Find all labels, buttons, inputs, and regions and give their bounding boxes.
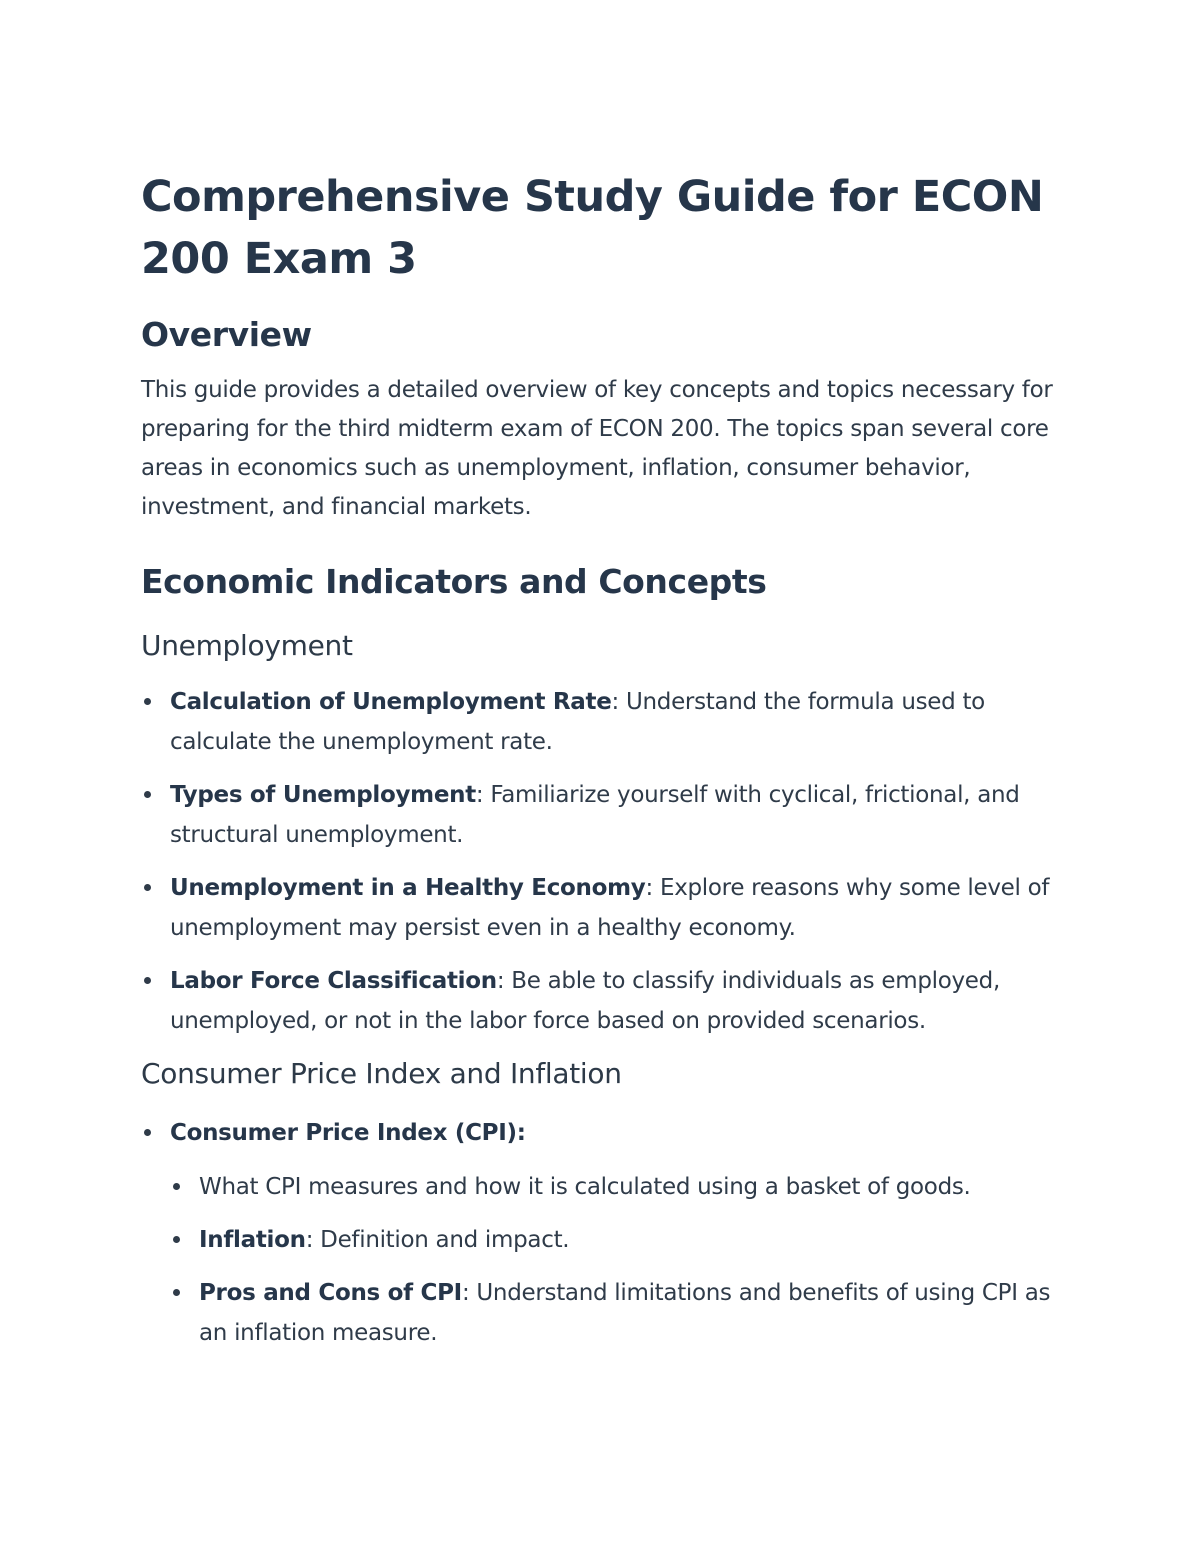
list-item — [141, 1113, 1071, 1353]
list-item-separator: : — [496, 968, 505, 994]
list-item — [141, 775, 1071, 855]
bullet-icon — [173, 1236, 180, 1243]
list-item-description: Be able to classify individuals as employed, unemployed, or not in the labor force based on provided scenarios. — [170, 968, 1000, 1034]
cpi-list — [141, 1113, 1071, 1353]
sublist-item-term: Inflation — [199, 1227, 306, 1253]
list-item-term: Consumer Price Index (CPI): — [170, 1120, 526, 1146]
list-item-separator: : — [611, 689, 619, 715]
sublist-item-separator: : — [305, 1227, 314, 1253]
cpi-inflation-heading: Consumer Price Index and Inflation — [141, 1057, 622, 1090]
list-item — [141, 868, 1071, 948]
sublist-item-description: Definition and impact. — [313, 1227, 570, 1253]
sublist-item-term: Pros and Cons of CPI — [199, 1280, 462, 1306]
list-item-term: Labor Force Classification — [170, 968, 497, 994]
overview-paragraph: This guide provides a detailed overview of key concepts and topics necessary for preparing for the third midterm exam of ECON 200. The topics span several core areas in economics such as unemployment, inflation, consumer behavior, investment, and financial markets. — [141, 377, 1053, 520]
unemployment-list — [141, 682, 1071, 1041]
sublist-item-text: What CPI measures and how it is calculated using a basket of goods. — [199, 1174, 971, 1200]
list-item — [141, 682, 1071, 762]
bullet-icon — [173, 1289, 180, 1296]
sublist-item — [170, 1273, 1071, 1353]
list-item — [141, 961, 1071, 1041]
list-item-term: Calculation of Unemployment Rate — [170, 689, 612, 715]
list-item-description: Understand the formula used to calculate the unemployment rate. — [170, 689, 985, 755]
list-item-separator: : — [645, 875, 653, 901]
bullet-icon — [173, 1183, 180, 1190]
page-title: Comprehensive Study Guide for ECON 200 Exam 3 — [141, 172, 1044, 284]
list-item-description: Familiarize yourself with cyclical, frictional, and structural unemployment. — [170, 782, 1020, 848]
sublist-item — [170, 1220, 1071, 1260]
overview-heading: Overview — [141, 315, 312, 354]
document-page — [141, 166, 1071, 1366]
list-item-term: Types of Unemployment — [170, 782, 476, 808]
bullet-icon — [144, 791, 151, 798]
bullet-icon — [144, 1129, 151, 1136]
list-item-term: Unemployment in a Healthy Economy — [170, 875, 646, 901]
bullet-icon — [144, 698, 151, 705]
sublist-item-separator: : — [461, 1280, 470, 1306]
sublist-item-description: Understand limitations and benefits of using CPI as an inflation measure. — [199, 1280, 1051, 1346]
sublist-item — [170, 1167, 1071, 1207]
list-item-separator: : — [475, 782, 484, 808]
cpi-sublist — [170, 1167, 1071, 1353]
bullet-icon — [144, 977, 151, 984]
unemployment-heading: Unemployment — [141, 629, 353, 662]
bullet-icon — [144, 884, 151, 891]
economic-indicators-heading: Economic Indicators and Concepts — [141, 562, 767, 601]
list-item-description: Explore reasons why some level of unemployment may persist even in a healthy economy. — [170, 875, 1050, 941]
